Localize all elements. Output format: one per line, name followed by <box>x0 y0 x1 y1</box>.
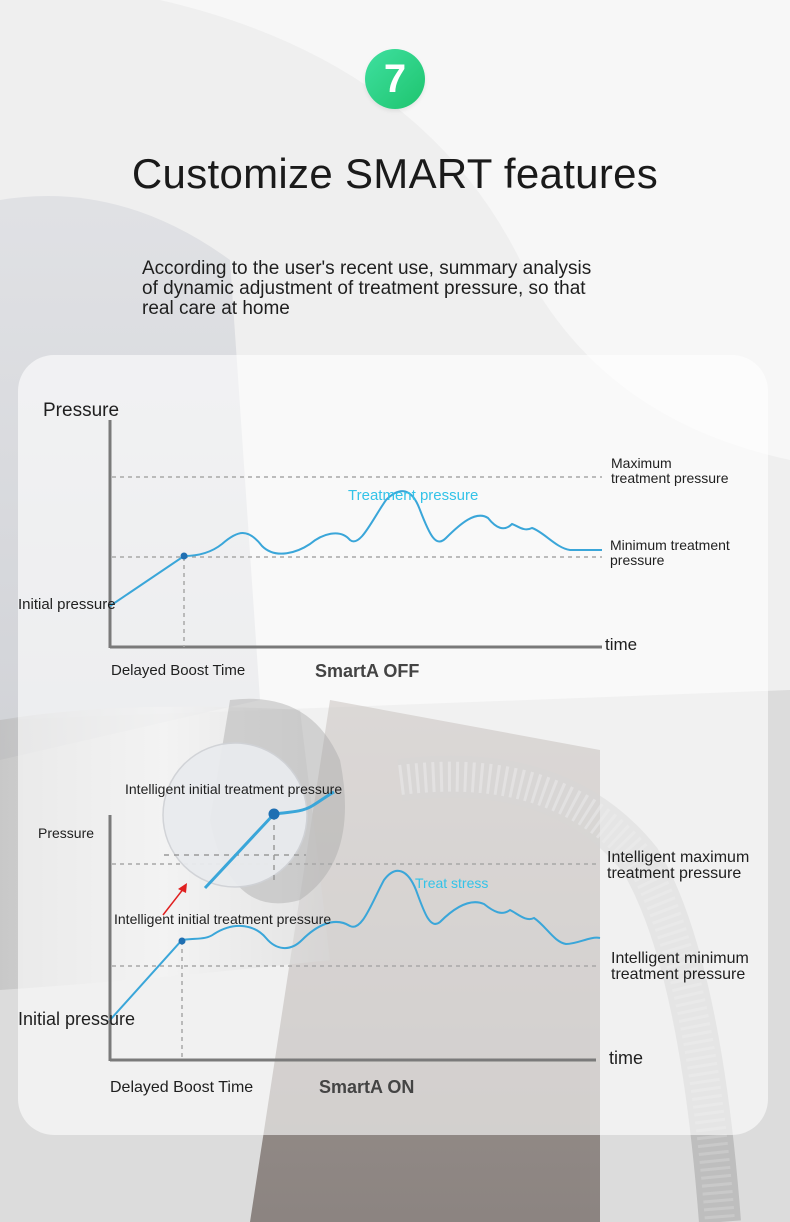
y-axis-label: Pressure <box>43 400 120 421</box>
initial-pressure-label: Initial pressure <box>18 1009 136 1029</box>
diagram-smarta-off <box>18 400 734 681</box>
zoom-magnifier <box>163 743 334 888</box>
delayed-boost-label: Delayed Boost Time <box>111 662 246 679</box>
page-title: Customize SMART features <box>131 150 659 197</box>
x-axis-label: time <box>609 1048 644 1068</box>
initial-pressure-label: Initial pressure <box>18 596 116 613</box>
min-level-label: Intelligent minimum treatment pressure <box>611 950 749 983</box>
diagram-smarta-on <box>18 743 754 1097</box>
step-number-badge: 7 <box>365 49 425 109</box>
curve-label: Treatment pressure <box>348 487 479 504</box>
x-axis-label: time <box>605 635 638 654</box>
max-level-label: Maximum treatment pressure <box>611 455 729 486</box>
intelligent-initial-label: Intelligent initial treatment pressure <box>114 911 332 927</box>
page-subtitle: According to the user's recent use, summary analysis of dynamic adjustment of treatment pressure, so that real care at home <box>142 258 592 319</box>
delayed-boost-label: Delayed Boost Time <box>110 1079 254 1096</box>
mode-label: SmartA ON <box>319 1077 415 1097</box>
delay-boost-point <box>181 553 188 560</box>
treat-stress-curve <box>110 871 600 1020</box>
max-level-label: Intelligent maximum treatment pressure <box>607 849 750 882</box>
min-level-label: Minimum treatment pressure <box>610 537 730 568</box>
mode-label: SmartA OFF <box>315 661 420 681</box>
y-axis-label: Pressure <box>38 825 95 841</box>
intelligent-start-point <box>179 938 186 945</box>
treatment-pressure-curve <box>110 491 602 606</box>
zoom-point-label: Intelligent initial treatment pressure <box>125 781 343 797</box>
curve-label: Treat stress <box>415 875 489 891</box>
